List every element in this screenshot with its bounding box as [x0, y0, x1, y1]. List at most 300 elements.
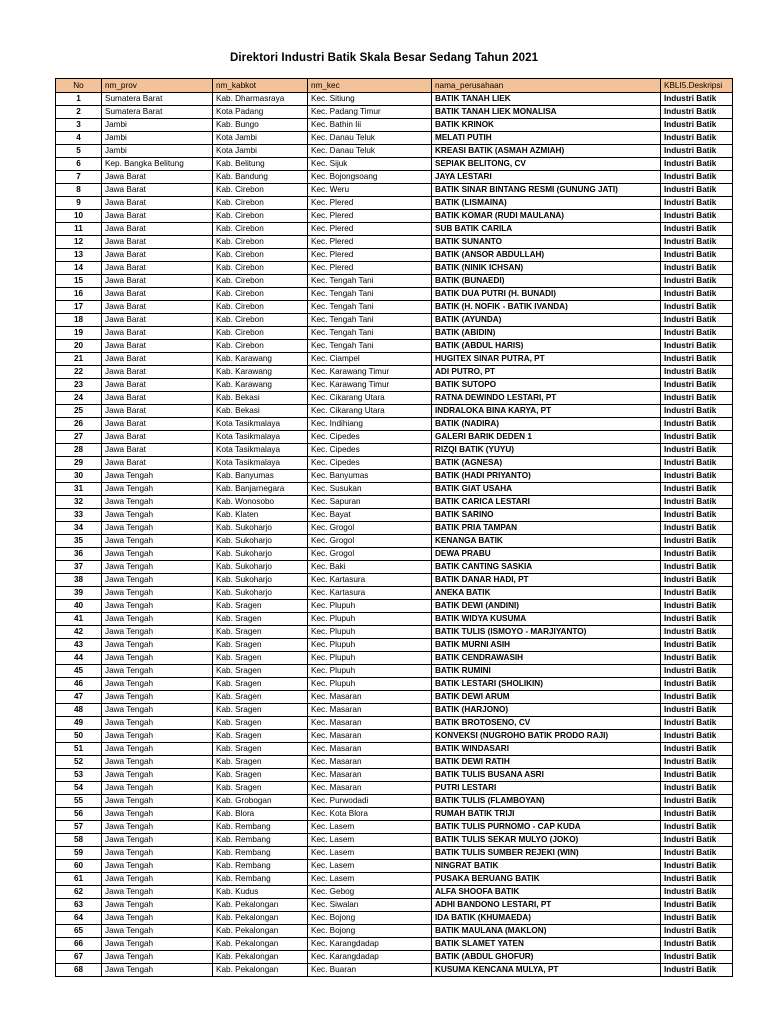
table-row	[56, 301, 733, 314]
cell-kbli: Industri Batik	[661, 444, 733, 457]
cell-district: Kec. Kartasura	[308, 574, 432, 587]
cell-district: Kec. Tengah Tani	[308, 340, 432, 353]
cell-province: Jawa Tengah	[102, 717, 213, 730]
cell-kbli: Industri Batik	[661, 236, 733, 249]
cell-regency: Kab. Cirebon	[213, 223, 308, 236]
cell-province: Jawa Barat	[102, 418, 213, 431]
cell-district: Kec. Banyumas	[308, 470, 432, 483]
cell-company: BATIK KOMAR (RUDI MAULANA)	[432, 210, 661, 223]
cell-district: Kec. Plupuh	[308, 665, 432, 678]
cell-no: 34	[56, 522, 102, 535]
cell-district: Kec. Plered	[308, 262, 432, 275]
cell-province: Jawa Barat	[102, 327, 213, 340]
cell-regency: Kota Tasikmalaya	[213, 444, 308, 457]
cell-company: BATIK (ANSOR ABDULLAH)	[432, 249, 661, 262]
cell-kbli: Industri Batik	[661, 691, 733, 704]
cell-no: 9	[56, 197, 102, 210]
cell-district: Kec. Tengah Tani	[308, 327, 432, 340]
cell-company: INDRALOKA BINA KARYA, PT	[432, 405, 661, 418]
cell-regency: Kab. Pekalongan	[213, 912, 308, 925]
cell-company: BATIK MAULANA (MAKLON)	[432, 925, 661, 938]
cell-province: Jawa Barat	[102, 210, 213, 223]
cell-no: 17	[56, 301, 102, 314]
cell-regency: Kab. Bandung	[213, 171, 308, 184]
cell-no: 23	[56, 379, 102, 392]
table-row	[56, 951, 733, 964]
cell-company: BATIK CANTING SASKIA	[432, 561, 661, 574]
cell-kbli: Industri Batik	[661, 704, 733, 717]
cell-no: 54	[56, 782, 102, 795]
cell-company: BATIK TULIS SUMBER REJEKI (WIN)	[432, 847, 661, 860]
cell-no: 35	[56, 535, 102, 548]
table-row	[56, 964, 733, 977]
cell-regency: Kab. Karawang	[213, 353, 308, 366]
cell-no: 26	[56, 418, 102, 431]
cell-regency: Kab. Pekalongan	[213, 938, 308, 951]
cell-regency: Kab. Blora	[213, 808, 308, 821]
cell-regency: Kota Tasikmalaya	[213, 457, 308, 470]
cell-regency: Kab. Sragen	[213, 730, 308, 743]
cell-company: BATIK (H. NOFIK - BATIK IVANDA)	[432, 301, 661, 314]
cell-regency: Kab. Cirebon	[213, 301, 308, 314]
cell-district: Kec. Bathin Iii	[308, 119, 432, 132]
cell-no: 11	[56, 223, 102, 236]
cell-kbli: Industri Batik	[661, 821, 733, 834]
cell-regency: Kab. Sragen	[213, 626, 308, 639]
cell-district: Kec. Plered	[308, 236, 432, 249]
cell-company: PUTRI LESTARI	[432, 782, 661, 795]
cell-province: Jawa Barat	[102, 236, 213, 249]
cell-province: Jawa Tengah	[102, 743, 213, 756]
cell-province: Jawa Barat	[102, 275, 213, 288]
cell-company: GALERI BARIK DEDEN 1	[432, 431, 661, 444]
cell-district: Kec. Bojong	[308, 925, 432, 938]
cell-kbli: Industri Batik	[661, 392, 733, 405]
cell-no: 1	[56, 93, 102, 106]
table-row	[56, 171, 733, 184]
table-row	[56, 327, 733, 340]
cell-company: BATIK TULIS (FLAMBOYAN)	[432, 795, 661, 808]
cell-no: 20	[56, 340, 102, 353]
table-row	[56, 756, 733, 769]
table-row	[56, 275, 733, 288]
cell-kbli: Industri Batik	[661, 873, 733, 886]
cell-company: KUSUMA KENCANA MULYA, PT	[432, 964, 661, 977]
cell-province: Jawa Tengah	[102, 678, 213, 691]
cell-kbli: Industri Batik	[661, 847, 733, 860]
cell-regency: Kota Jambi	[213, 132, 308, 145]
column-header-no: No	[56, 79, 102, 93]
table-row	[56, 431, 733, 444]
cell-district: Kec. Lasem	[308, 860, 432, 873]
cell-district: Kec. Masaran	[308, 704, 432, 717]
cell-kbli: Industri Batik	[661, 132, 733, 145]
cell-no: 18	[56, 314, 102, 327]
cell-regency: Kab. Cirebon	[213, 262, 308, 275]
cell-regency: Kab. Sragen	[213, 691, 308, 704]
cell-kbli: Industri Batik	[661, 717, 733, 730]
cell-company: BATIK DEWI RATIH	[432, 756, 661, 769]
cell-kbli: Industri Batik	[661, 93, 733, 106]
cell-company: BATIK (HADI PRIYANTO)	[432, 470, 661, 483]
cell-province: Jawa Tengah	[102, 964, 213, 977]
cell-regency: Kab. Rembang	[213, 834, 308, 847]
cell-regency: Kab. Cirebon	[213, 288, 308, 301]
cell-district: Kec. Ciampel	[308, 353, 432, 366]
cell-district: Kec. Cipedes	[308, 444, 432, 457]
cell-province: Jawa Tengah	[102, 730, 213, 743]
cell-no: 25	[56, 405, 102, 418]
cell-kbli: Industri Batik	[661, 951, 733, 964]
table-row	[56, 808, 733, 821]
cell-no: 4	[56, 132, 102, 145]
cell-company: BATIK TULIS PURNOMO - CAP KUDA	[432, 821, 661, 834]
cell-district: Kec. Plered	[308, 197, 432, 210]
table-row	[56, 587, 733, 600]
cell-regency: Kab. Sragen	[213, 652, 308, 665]
cell-no: 65	[56, 925, 102, 938]
table-row	[56, 340, 733, 353]
table-row	[56, 613, 733, 626]
cell-company: KONVEKSI (NUGROHO BATIK PRODO RAJI)	[432, 730, 661, 743]
table-row	[56, 379, 733, 392]
cell-district: Kec. Masaran	[308, 691, 432, 704]
cell-no: 49	[56, 717, 102, 730]
cell-company: BATIK (NADIRA)	[432, 418, 661, 431]
cell-province: Jawa Tengah	[102, 925, 213, 938]
cell-no: 37	[56, 561, 102, 574]
cell-district: Kec. Plupuh	[308, 639, 432, 652]
cell-province: Jawa Tengah	[102, 847, 213, 860]
cell-no: 7	[56, 171, 102, 184]
cell-district: Kec. Grogol	[308, 535, 432, 548]
cell-no: 40	[56, 600, 102, 613]
table-row	[56, 535, 733, 548]
table-row	[56, 678, 733, 691]
cell-kbli: Industri Batik	[661, 652, 733, 665]
cell-regency: Kota Tasikmalaya	[213, 431, 308, 444]
cell-regency: Kab. Cirebon	[213, 210, 308, 223]
cell-district: Kec. Masaran	[308, 782, 432, 795]
cell-kbli: Industri Batik	[661, 678, 733, 691]
table-row	[56, 834, 733, 847]
cell-province: Jawa Barat	[102, 457, 213, 470]
cell-district: Kec. Kota Blora	[308, 808, 432, 821]
cell-company: BATIK (ABDUL GHOFUR)	[432, 951, 661, 964]
table-row	[56, 847, 733, 860]
cell-district: Kec. Danau Teluk	[308, 145, 432, 158]
cell-company: DEWA PRABU	[432, 548, 661, 561]
cell-kbli: Industri Batik	[661, 366, 733, 379]
table-row	[56, 912, 733, 925]
column-header-province: nm_prov	[102, 79, 213, 93]
cell-no: 16	[56, 288, 102, 301]
cell-regency: Kab. Sragen	[213, 639, 308, 652]
cell-no: 66	[56, 938, 102, 951]
cell-province: Jawa Tengah	[102, 873, 213, 886]
cell-province: Jambi	[102, 145, 213, 158]
table-row	[56, 223, 733, 236]
cell-no: 60	[56, 860, 102, 873]
cell-district: Kec. Grogol	[308, 548, 432, 561]
cell-no: 51	[56, 743, 102, 756]
table-row	[56, 717, 733, 730]
cell-company: BATIK SUNANTO	[432, 236, 661, 249]
cell-province: Sumatera Barat	[102, 106, 213, 119]
cell-province: Jawa Barat	[102, 171, 213, 184]
cell-district: Kec. Plered	[308, 210, 432, 223]
cell-company: JAYA LESTARI	[432, 171, 661, 184]
cell-district: Kec. Bojongsoang	[308, 171, 432, 184]
cell-kbli: Industri Batik	[661, 457, 733, 470]
cell-regency: Kab. Bekasi	[213, 405, 308, 418]
cell-no: 28	[56, 444, 102, 457]
cell-no: 19	[56, 327, 102, 340]
cell-no: 10	[56, 210, 102, 223]
column-header-district: nm_kec	[308, 79, 432, 93]
cell-district: Kec. Cikarang Utara	[308, 392, 432, 405]
cell-district: Kec. Tengah Tani	[308, 275, 432, 288]
table-row	[56, 561, 733, 574]
table-row	[56, 639, 733, 652]
cell-province: Jawa Tengah	[102, 782, 213, 795]
table-row	[56, 886, 733, 899]
cell-no: 6	[56, 158, 102, 171]
cell-no: 62	[56, 886, 102, 899]
cell-regency: Kab. Cirebon	[213, 327, 308, 340]
cell-no: 30	[56, 470, 102, 483]
cell-district: Kec. Bojong	[308, 912, 432, 925]
cell-kbli: Industri Batik	[661, 769, 733, 782]
cell-province: Kep. Bangka Belitung	[102, 158, 213, 171]
cell-no: 48	[56, 704, 102, 717]
cell-no: 42	[56, 626, 102, 639]
cell-kbli: Industri Batik	[661, 743, 733, 756]
cell-district: Kec. Gebog	[308, 886, 432, 899]
table-row	[56, 548, 733, 561]
cell-kbli: Industri Batik	[661, 171, 733, 184]
table-row	[56, 197, 733, 210]
cell-kbli: Industri Batik	[661, 912, 733, 925]
cell-province: Jawa Barat	[102, 431, 213, 444]
table-row	[56, 522, 733, 535]
table-row	[56, 184, 733, 197]
cell-province: Jawa Barat	[102, 301, 213, 314]
cell-province: Jawa Tengah	[102, 626, 213, 639]
table-row	[56, 392, 733, 405]
cell-district: Kec. Indihiang	[308, 418, 432, 431]
cell-no: 24	[56, 392, 102, 405]
cell-district: Kec. Plered	[308, 223, 432, 236]
cell-company: SUB BATIK CARILA	[432, 223, 661, 236]
cell-regency: Kab. Sukoharjo	[213, 587, 308, 600]
cell-kbli: Industri Batik	[661, 119, 733, 132]
table-row	[56, 704, 733, 717]
cell-district: Kec. Lasem	[308, 821, 432, 834]
cell-kbli: Industri Batik	[661, 899, 733, 912]
cell-company: NINGRAT BATIK	[432, 860, 661, 873]
cell-province: Jawa Tengah	[102, 496, 213, 509]
cell-company: BATIK TULIS (ISMOYO - MARJIYANTO)	[432, 626, 661, 639]
cell-province: Jawa Tengah	[102, 548, 213, 561]
cell-province: Jawa Tengah	[102, 886, 213, 899]
table-row	[56, 405, 733, 418]
cell-regency: Kab. Rembang	[213, 821, 308, 834]
cell-district: Kec. Bayat	[308, 509, 432, 522]
cell-regency: Kab. Cirebon	[213, 236, 308, 249]
cell-kbli: Industri Batik	[661, 327, 733, 340]
cell-province: Jambi	[102, 132, 213, 145]
cell-district: Kec. Padang Timur	[308, 106, 432, 119]
cell-no: 29	[56, 457, 102, 470]
cell-kbli: Industri Batik	[661, 509, 733, 522]
cell-company: BATIK DEWI ARUM	[432, 691, 661, 704]
cell-province: Jawa Tengah	[102, 834, 213, 847]
cell-kbli: Industri Batik	[661, 431, 733, 444]
cell-province: Jawa Tengah	[102, 756, 213, 769]
cell-kbli: Industri Batik	[661, 470, 733, 483]
cell-kbli: Industri Batik	[661, 314, 733, 327]
cell-regency: Kab. Sukoharjo	[213, 574, 308, 587]
cell-district: Kec. Plupuh	[308, 600, 432, 613]
cell-company: ALFA SHOOFA BATIK	[432, 886, 661, 899]
cell-district: Kec. Cipedes	[308, 431, 432, 444]
cell-company: BATIK KRINOK	[432, 119, 661, 132]
cell-province: Jawa Barat	[102, 197, 213, 210]
cell-company: BATIK CENDRAWASIH	[432, 652, 661, 665]
cell-kbli: Industri Batik	[661, 665, 733, 678]
cell-kbli: Industri Batik	[661, 795, 733, 808]
cell-province: Jawa Tengah	[102, 938, 213, 951]
column-header-company: nama_perusahaan	[432, 79, 661, 93]
cell-kbli: Industri Batik	[661, 249, 733, 262]
table-row	[56, 769, 733, 782]
cell-company: BATIK (ABIDIN)	[432, 327, 661, 340]
cell-no: 67	[56, 951, 102, 964]
cell-regency: Kab. Sukoharjo	[213, 561, 308, 574]
cell-company: BATIK LESTARI (SHOLIKIN)	[432, 678, 661, 691]
cell-no: 50	[56, 730, 102, 743]
cell-district: Kec. Grogol	[308, 522, 432, 535]
cell-regency: Kab. Pekalongan	[213, 899, 308, 912]
table-row	[56, 249, 733, 262]
cell-regency: Kab. Sragen	[213, 613, 308, 626]
cell-regency: Kota Jambi	[213, 145, 308, 158]
cell-kbli: Industri Batik	[661, 925, 733, 938]
cell-province: Jawa Barat	[102, 444, 213, 457]
cell-regency: Kab. Cirebon	[213, 275, 308, 288]
table-row	[56, 600, 733, 613]
cell-kbli: Industri Batik	[661, 860, 733, 873]
cell-province: Jawa Tengah	[102, 613, 213, 626]
cell-no: 44	[56, 652, 102, 665]
cell-company: BATIK PRIA TAMPAN	[432, 522, 661, 535]
table-row	[56, 132, 733, 145]
table-row	[56, 314, 733, 327]
cell-no: 61	[56, 873, 102, 886]
cell-regency: Kab. Sragen	[213, 678, 308, 691]
cell-no: 52	[56, 756, 102, 769]
cell-company: ANEKA BATIK	[432, 587, 661, 600]
cell-no: 56	[56, 808, 102, 821]
cell-no: 46	[56, 678, 102, 691]
cell-kbli: Industri Batik	[661, 184, 733, 197]
cell-kbli: Industri Batik	[661, 405, 733, 418]
cell-province: Jawa Tengah	[102, 470, 213, 483]
cell-company: BATIK (LISMAINA)	[432, 197, 661, 210]
table-row	[56, 158, 733, 171]
table-row	[56, 93, 733, 106]
cell-regency: Kab. Kudus	[213, 886, 308, 899]
cell-province: Jawa Tengah	[102, 795, 213, 808]
cell-regency: Kab. Belitung	[213, 158, 308, 171]
table-row	[56, 353, 733, 366]
cell-company: BATIK (BUNAEDI)	[432, 275, 661, 288]
cell-district: Kec. Tengah Tani	[308, 301, 432, 314]
cell-district: Kec. Cipedes	[308, 457, 432, 470]
table-row	[56, 470, 733, 483]
table-row	[56, 509, 733, 522]
cell-regency: Kab. Pekalongan	[213, 964, 308, 977]
cell-no: 12	[56, 236, 102, 249]
cell-province: Jawa Barat	[102, 366, 213, 379]
cell-kbli: Industri Batik	[661, 197, 733, 210]
table-row	[56, 665, 733, 678]
cell-province: Jawa Tengah	[102, 522, 213, 535]
cell-province: Jawa Barat	[102, 353, 213, 366]
table-row	[56, 496, 733, 509]
cell-company: BATIK SLAMET YATEN	[432, 938, 661, 951]
cell-no: 3	[56, 119, 102, 132]
cell-regency: Kab. Sukoharjo	[213, 548, 308, 561]
cell-district: Kec. Plupuh	[308, 613, 432, 626]
table-row	[56, 925, 733, 938]
cell-regency: Kab. Sragen	[213, 704, 308, 717]
cell-kbli: Industri Batik	[661, 886, 733, 899]
cell-district: Kec. Masaran	[308, 756, 432, 769]
cell-kbli: Industri Batik	[661, 223, 733, 236]
cell-district: Kec. Plered	[308, 249, 432, 262]
cell-regency: Kab. Grobogan	[213, 795, 308, 808]
cell-district: Kec. Karawang Timur	[308, 366, 432, 379]
cell-province: Jawa Barat	[102, 262, 213, 275]
cell-regency: Kab. Rembang	[213, 860, 308, 873]
cell-regency: Kab. Karawang	[213, 366, 308, 379]
cell-kbli: Industri Batik	[661, 587, 733, 600]
cell-kbli: Industri Batik	[661, 483, 733, 496]
table-row	[56, 652, 733, 665]
cell-district: Kec. Danau Teluk	[308, 132, 432, 145]
cell-kbli: Industri Batik	[661, 834, 733, 847]
cell-district: Kec. Plupuh	[308, 652, 432, 665]
cell-district: Kec. Plupuh	[308, 626, 432, 639]
cell-no: 8	[56, 184, 102, 197]
cell-no: 14	[56, 262, 102, 275]
cell-kbli: Industri Batik	[661, 379, 733, 392]
cell-district: Kec. Weru	[308, 184, 432, 197]
cell-no: 13	[56, 249, 102, 262]
table-row	[56, 106, 733, 119]
cell-province: Jawa Tengah	[102, 639, 213, 652]
cell-regency: Kab. Cirebon	[213, 340, 308, 353]
cell-company: BATIK SUTOPO	[432, 379, 661, 392]
cell-province: Jawa Tengah	[102, 561, 213, 574]
cell-district: Kec. Buaran	[308, 964, 432, 977]
cell-no: 43	[56, 639, 102, 652]
cell-kbli: Industri Batik	[661, 210, 733, 223]
table-row	[56, 691, 733, 704]
cell-company: SEPIAK BELITONG, CV	[432, 158, 661, 171]
